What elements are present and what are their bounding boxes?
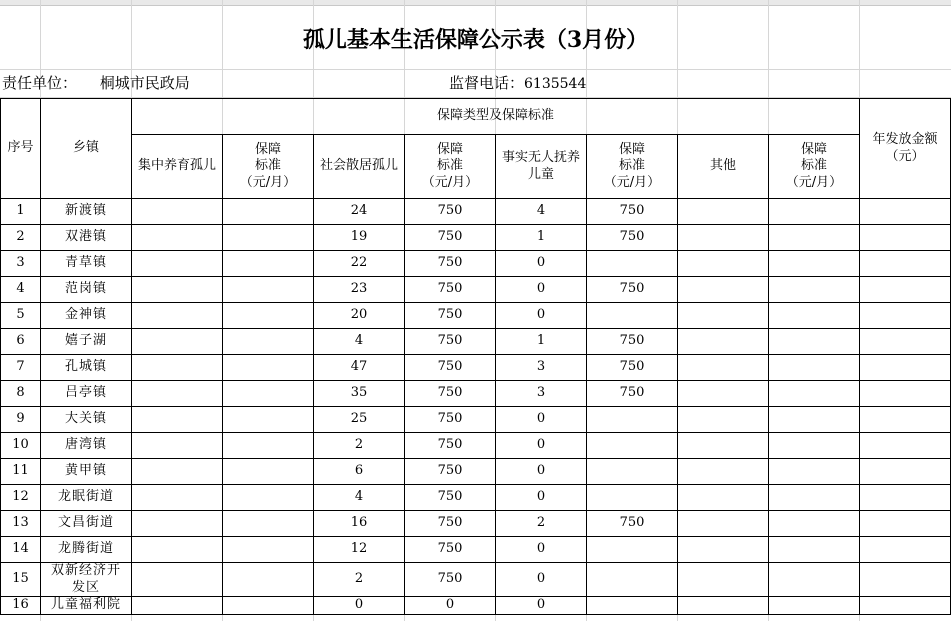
row-s1	[223, 511, 314, 537]
row-town: 龙眠街道	[41, 485, 132, 511]
row-c1	[132, 597, 223, 615]
row-s3	[587, 597, 678, 615]
header-row	[1, 99, 951, 135]
row-s4	[769, 537, 860, 563]
row-annual	[860, 251, 951, 277]
row-c2: 35	[314, 381, 405, 407]
table-row	[1, 303, 951, 329]
header-std: 保障 标准 （元/月）	[769, 135, 860, 199]
row-s4	[769, 225, 860, 251]
row-c3: 0	[496, 597, 587, 615]
row-s3: 750	[587, 511, 678, 537]
row-s1	[223, 433, 314, 459]
row-annual	[860, 199, 951, 225]
row-s4	[769, 407, 860, 433]
row-c2: 0	[314, 597, 405, 615]
row-s3: 750	[587, 381, 678, 407]
responsible-unit	[2, 70, 190, 97]
row-seq: 13	[1, 511, 41, 537]
header-town: 乡镇	[41, 99, 132, 199]
row-s2: 750	[405, 511, 496, 537]
row-s4	[769, 563, 860, 597]
row-s2: 750	[405, 433, 496, 459]
row-c2: 23	[314, 277, 405, 303]
table-row	[1, 277, 951, 303]
row-seq: 16	[1, 597, 41, 615]
row-s2: 750	[405, 199, 496, 225]
phone-value: 6135544	[524, 76, 587, 92]
row-annual	[860, 407, 951, 433]
row-s3	[587, 251, 678, 277]
row-town: 嬉子湖	[41, 329, 132, 355]
row-town: 龙腾街道	[41, 537, 132, 563]
row-s4	[769, 381, 860, 407]
header-annual: 年发放金额（元）	[860, 99, 951, 199]
row-c4	[678, 537, 769, 563]
row-seq: 2	[1, 225, 41, 251]
row-seq: 15	[1, 563, 41, 597]
row-s1	[223, 459, 314, 485]
row-s2: 0	[405, 597, 496, 615]
row-c3: 3	[496, 381, 587, 407]
row-town: 唐湾镇	[41, 433, 132, 459]
unit-label: 责任单位：	[2, 74, 78, 92]
data-table	[0, 98, 951, 615]
row-town: 黄甲镇	[41, 459, 132, 485]
row-c3: 0	[496, 433, 587, 459]
row-s4	[769, 511, 860, 537]
row-town: 儿童福利院	[41, 597, 132, 615]
row-seq: 7	[1, 355, 41, 381]
row-s3: 750	[587, 277, 678, 303]
table-row	[1, 537, 951, 563]
row-s2: 750	[405, 329, 496, 355]
row-s1	[223, 277, 314, 303]
row-s1	[223, 251, 314, 277]
row-c1	[132, 537, 223, 563]
row-c3: 0	[496, 277, 587, 303]
row-annual	[860, 225, 951, 251]
header-c3: 事实无人抚养儿童	[496, 135, 587, 199]
row-c1	[132, 225, 223, 251]
row-c3: 0	[496, 537, 587, 563]
row-s3	[587, 485, 678, 511]
row-s1	[223, 407, 314, 433]
row-s1	[223, 597, 314, 615]
row-c3: 0	[496, 459, 587, 485]
row-s3: 750	[587, 329, 678, 355]
row-s1	[223, 537, 314, 563]
header-group: 保障类型及保障标准	[132, 99, 860, 135]
unit-value: 桐城市民政局	[99, 74, 190, 92]
row-town: 青草镇	[41, 251, 132, 277]
row-seq: 9	[1, 407, 41, 433]
row-c4	[678, 225, 769, 251]
table-row	[1, 381, 951, 407]
row-s2: 750	[405, 355, 496, 381]
row-s2: 750	[405, 303, 496, 329]
row-s4	[769, 459, 860, 485]
row-town: 大关镇	[41, 407, 132, 433]
table-row	[1, 459, 951, 485]
row-s2: 750	[405, 251, 496, 277]
header-row	[1, 135, 951, 199]
row-annual	[860, 563, 951, 597]
row-annual	[860, 485, 951, 511]
row-annual	[860, 303, 951, 329]
row-annual	[860, 597, 951, 615]
row-seq: 10	[1, 433, 41, 459]
row-s4	[769, 485, 860, 511]
row-s1	[223, 563, 314, 597]
row-s2: 750	[405, 459, 496, 485]
row-s4	[769, 303, 860, 329]
row-seq: 11	[1, 459, 41, 485]
row-town: 双港镇	[41, 225, 132, 251]
row-c1	[132, 355, 223, 381]
row-s1	[223, 355, 314, 381]
row-s3: 750	[587, 355, 678, 381]
header-std: 保障 标准 （元/月）	[223, 135, 314, 199]
row-s3	[587, 563, 678, 597]
row-seq: 12	[1, 485, 41, 511]
row-c4	[678, 563, 769, 597]
row-c2: 22	[314, 251, 405, 277]
table-row	[1, 329, 951, 355]
row-s2: 750	[405, 485, 496, 511]
row-c1	[132, 459, 223, 485]
table-row	[1, 355, 951, 381]
header-c4: 其他	[678, 135, 769, 199]
row-annual	[860, 459, 951, 485]
row-c4	[678, 355, 769, 381]
table-row	[1, 251, 951, 277]
phone-label: 监督电话：	[449, 74, 525, 92]
row-s4	[769, 277, 860, 303]
row-c2: 12	[314, 537, 405, 563]
supervision-phone	[449, 70, 586, 97]
row-s4	[769, 355, 860, 381]
row-seq: 14	[1, 537, 41, 563]
row-c4	[678, 459, 769, 485]
row-annual	[860, 277, 951, 303]
table-row	[1, 433, 951, 459]
row-c3: 0	[496, 251, 587, 277]
table-row	[1, 563, 951, 597]
row-annual	[860, 381, 951, 407]
row-seq: 6	[1, 329, 41, 355]
row-c4	[678, 329, 769, 355]
row-seq: 5	[1, 303, 41, 329]
row-c2: 6	[314, 459, 405, 485]
row-town: 双新经济开发区	[41, 563, 132, 597]
row-c1	[132, 485, 223, 511]
row-c3: 0	[496, 485, 587, 511]
row-annual	[860, 511, 951, 537]
row-c2: 2	[314, 563, 405, 597]
row-c2: 2	[314, 433, 405, 459]
row-c1	[132, 329, 223, 355]
row-c1	[132, 251, 223, 277]
row-c3: 2	[496, 511, 587, 537]
row-c3: 0	[496, 407, 587, 433]
header-seq: 序号	[1, 99, 41, 199]
row-c1	[132, 407, 223, 433]
row-seq: 3	[1, 251, 41, 277]
row-s2: 750	[405, 381, 496, 407]
row-s3: 750	[587, 225, 678, 251]
row-s4	[769, 597, 860, 615]
row-c1	[132, 381, 223, 407]
header-std: 保障 标准 （元/月）	[587, 135, 678, 199]
header-c1: 集中养育孤儿	[132, 135, 223, 199]
table-row	[1, 407, 951, 433]
row-s2: 750	[405, 563, 496, 597]
row-s1	[223, 303, 314, 329]
row-c1	[132, 563, 223, 597]
row-town: 文昌街道	[41, 511, 132, 537]
row-s1	[223, 381, 314, 407]
table-row	[1, 225, 951, 251]
row-s3: 750	[587, 199, 678, 225]
row-c3: 0	[496, 303, 587, 329]
row-seq: 4	[1, 277, 41, 303]
row-c2: 20	[314, 303, 405, 329]
row-c2: 47	[314, 355, 405, 381]
row-c4	[678, 597, 769, 615]
row-c3: 1	[496, 329, 587, 355]
row-s2: 750	[405, 277, 496, 303]
row-c1	[132, 277, 223, 303]
row-c3: 3	[496, 355, 587, 381]
row-s4	[769, 199, 860, 225]
row-c2: 25	[314, 407, 405, 433]
row-c3: 0	[496, 563, 587, 597]
row-c1	[132, 199, 223, 225]
row-town: 金神镇	[41, 303, 132, 329]
table-row	[1, 511, 951, 537]
row-s3	[587, 459, 678, 485]
row-town: 新渡镇	[41, 199, 132, 225]
row-s1	[223, 225, 314, 251]
header-c2: 社会散居孤儿	[314, 135, 405, 199]
row-c4	[678, 199, 769, 225]
row-c2: 24	[314, 199, 405, 225]
row-s3	[587, 407, 678, 433]
row-s2: 750	[405, 537, 496, 563]
row-town: 孔城镇	[41, 355, 132, 381]
row-seq: 1	[1, 199, 41, 225]
row-c1	[132, 433, 223, 459]
row-s1	[223, 485, 314, 511]
page-title: 孤儿基本生活保障公示表（3月份）	[302, 26, 649, 53]
header-std: 保障 标准 （元/月）	[405, 135, 496, 199]
row-c3: 1	[496, 225, 587, 251]
table-row	[1, 597, 951, 615]
row-c4	[678, 433, 769, 459]
row-c1	[132, 303, 223, 329]
row-annual	[860, 433, 951, 459]
row-c4	[678, 381, 769, 407]
row-c4	[678, 407, 769, 433]
row-s4	[769, 329, 860, 355]
row-c4	[678, 511, 769, 537]
row-s2: 750	[405, 225, 496, 251]
row-seq: 8	[1, 381, 41, 407]
row-c2: 4	[314, 485, 405, 511]
row-s3	[587, 433, 678, 459]
row-s2: 750	[405, 407, 496, 433]
row-s1	[223, 329, 314, 355]
row-c2: 4	[314, 329, 405, 355]
row-c1	[132, 511, 223, 537]
row-s3	[587, 537, 678, 563]
table-row	[1, 485, 951, 511]
row-c2: 19	[314, 225, 405, 251]
row-s1	[223, 199, 314, 225]
row-s4	[769, 433, 860, 459]
row-annual	[860, 329, 951, 355]
row-s4	[769, 251, 860, 277]
row-c4	[678, 303, 769, 329]
row-c4	[678, 251, 769, 277]
table-row	[1, 199, 951, 225]
row-c4	[678, 485, 769, 511]
row-c2: 16	[314, 511, 405, 537]
row-s3	[587, 303, 678, 329]
row-c3: 4	[496, 199, 587, 225]
row-annual	[860, 537, 951, 563]
row-annual	[860, 355, 951, 381]
row-c4	[678, 277, 769, 303]
row-town: 吕亭镇	[41, 381, 132, 407]
row-town: 范岗镇	[41, 277, 132, 303]
